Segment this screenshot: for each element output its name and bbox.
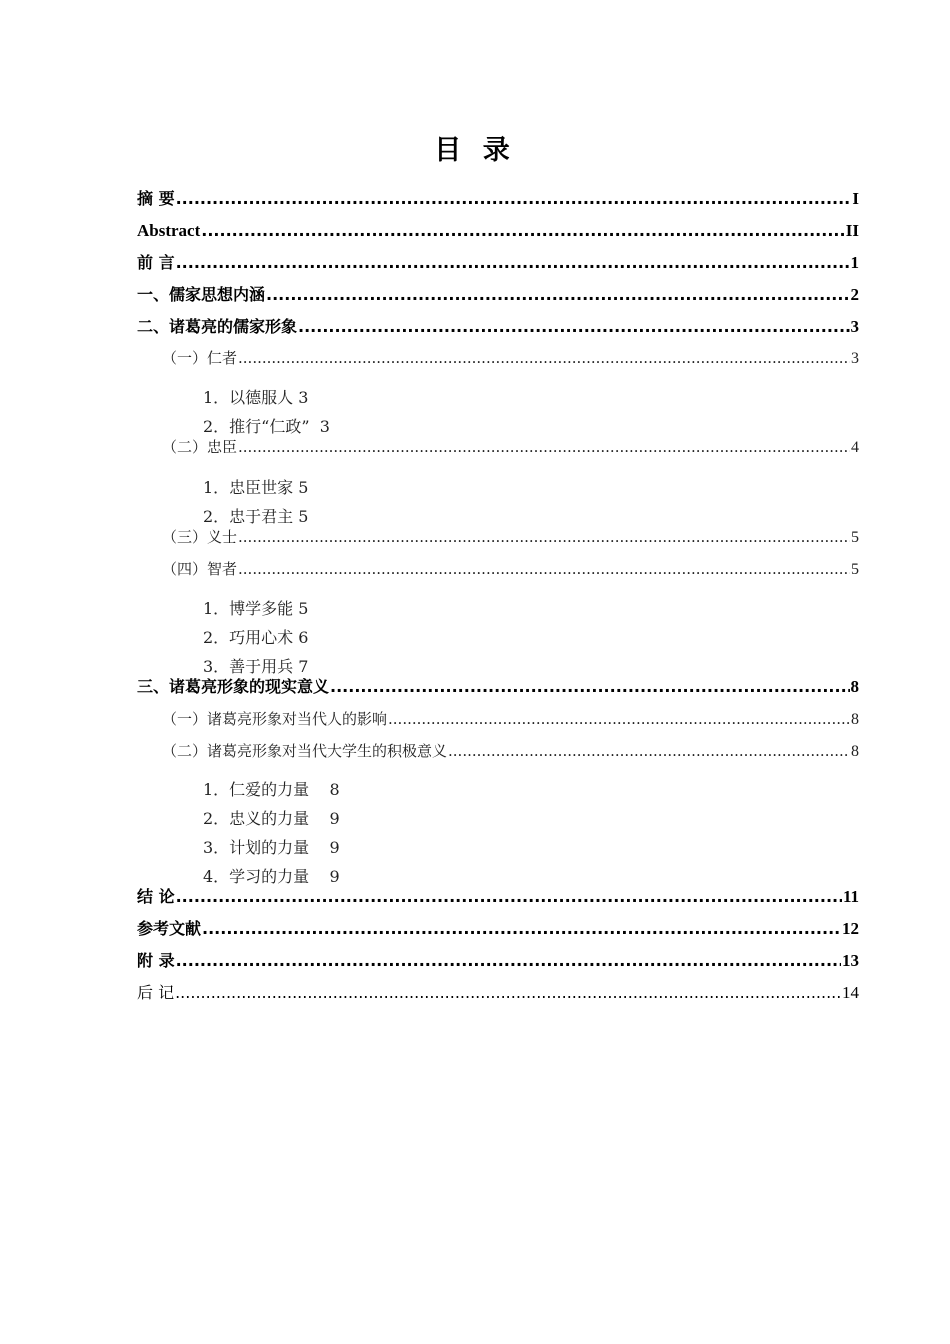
toc-page-number: 8 <box>851 711 859 728</box>
toc-entry-label: 附 录 <box>137 951 175 970</box>
toc-entry-section-3-2[interactable] <box>162 740 859 762</box>
toc-page-number: 8 <box>850 677 859 696</box>
dot-leader <box>176 886 842 908</box>
toc-entry-label: 后 记 <box>137 983 175 1002</box>
toc-page-number: 2 <box>850 285 859 304</box>
dot-leader <box>330 676 849 698</box>
toc-subentry[interactable]: 2．巧用心术 6 <box>203 628 309 647</box>
dot-leader <box>176 950 841 972</box>
toc-page-number: 13 <box>842 951 859 970</box>
toc-entry-chapter-1[interactable] <box>137 284 859 306</box>
dot-leader <box>238 558 850 580</box>
toc-entry-section-2-3[interactable] <box>162 526 859 548</box>
toc-subentry[interactable]: 1．忠臣世家 5 <box>203 478 309 497</box>
toc-subentry[interactable]: 3．计划的力量 9 <box>203 838 340 857</box>
toc-page-number: 5 <box>851 561 859 578</box>
toc-entry-references[interactable] <box>137 918 859 940</box>
toc-entry-chapter-2[interactable] <box>137 316 859 338</box>
toc-subentry[interactable]: 2．忠义的力量 9 <box>203 809 340 828</box>
dot-leader <box>448 740 850 762</box>
toc-entry-preface[interactable] <box>137 252 859 274</box>
dot-leader <box>238 347 850 369</box>
toc-entry-label: （二）诸葛亮形象对当代大学生的积极意义 <box>162 742 448 760</box>
toc-entry-section-3-1[interactable] <box>162 708 859 730</box>
toc-entry-section-2-1[interactable] <box>162 347 859 369</box>
toc-entry-label: （三）义士 <box>162 528 238 546</box>
dot-leader <box>266 284 849 306</box>
toc-subentry[interactable]: 4．学习的力量 9 <box>203 867 340 886</box>
toc-entry-label: 一、儒家思想内涵 <box>137 285 266 304</box>
dot-leader <box>238 436 850 458</box>
toc-entry-label: 参考文献 <box>137 919 202 938</box>
toc-page-number: 1 <box>850 253 859 272</box>
toc-entry-section-2-4[interactable] <box>162 558 859 580</box>
toc-entry-label: （一）诸葛亮形象对当代人的影响 <box>162 710 388 728</box>
dot-leader <box>388 708 850 730</box>
toc-subentry[interactable]: 2．推行“仁政” 3 <box>203 417 330 436</box>
toc-entry-postscript[interactable] <box>137 982 859 1004</box>
dot-leader <box>175 982 841 1004</box>
toc-page-number: 5 <box>851 529 859 546</box>
toc-page-number: I <box>852 189 859 208</box>
toc-entry-label: （一）仁者 <box>162 349 238 367</box>
toc-subentry[interactable]: 1．博学多能 5 <box>203 599 309 618</box>
toc-entry-label: 前 言 <box>137 253 175 272</box>
toc-page-number: II <box>845 221 859 240</box>
toc-page-number: 3 <box>851 350 859 367</box>
toc-subentry[interactable]: 2．忠于君主 5 <box>203 507 309 526</box>
toc-subentry[interactable]: 3．善于用兵 7 <box>203 657 309 676</box>
toc-entry-label: 摘 要 <box>137 189 175 208</box>
toc-entry-label: （二）忠臣 <box>162 438 238 456</box>
toc-entry-chapter-3[interactable] <box>137 676 859 698</box>
toc-entry-appendix[interactable] <box>137 950 859 972</box>
toc-page-number: 14 <box>842 983 859 1002</box>
toc-entry-section-2-2[interactable] <box>162 436 859 458</box>
toc-title: 目 录 <box>434 135 516 166</box>
dot-leader <box>298 316 849 338</box>
toc-entry-label: 二、诸葛亮的儒家形象 <box>137 317 298 336</box>
toc-entry-conclusion[interactable] <box>137 886 859 908</box>
toc-subentry[interactable]: 1．仁爱的力量 8 <box>203 780 340 799</box>
toc-page-number: 4 <box>851 439 859 456</box>
dot-leader <box>176 252 850 274</box>
dot-leader <box>202 918 841 940</box>
toc-page-number: 3 <box>850 317 859 336</box>
toc-entry-label: （四）智者 <box>162 560 238 578</box>
toc-entry-abstract-cn[interactable] <box>137 188 859 210</box>
toc-page-number: 12 <box>842 919 859 938</box>
dot-leader <box>176 188 852 210</box>
toc-entry-label: 结 论 <box>137 887 175 906</box>
toc-entry-label: Abstract <box>137 221 201 240</box>
dot-leader <box>201 220 845 242</box>
toc-entry-abstract-en[interactable] <box>137 220 859 242</box>
dot-leader <box>238 526 850 548</box>
toc-entry-label: 三、诸葛亮形象的现实意义 <box>137 677 330 696</box>
toc-page-number: 11 <box>842 887 859 906</box>
toc-subentry[interactable]: 1．以德服人 3 <box>203 388 309 407</box>
toc-page-number: 8 <box>851 743 859 760</box>
